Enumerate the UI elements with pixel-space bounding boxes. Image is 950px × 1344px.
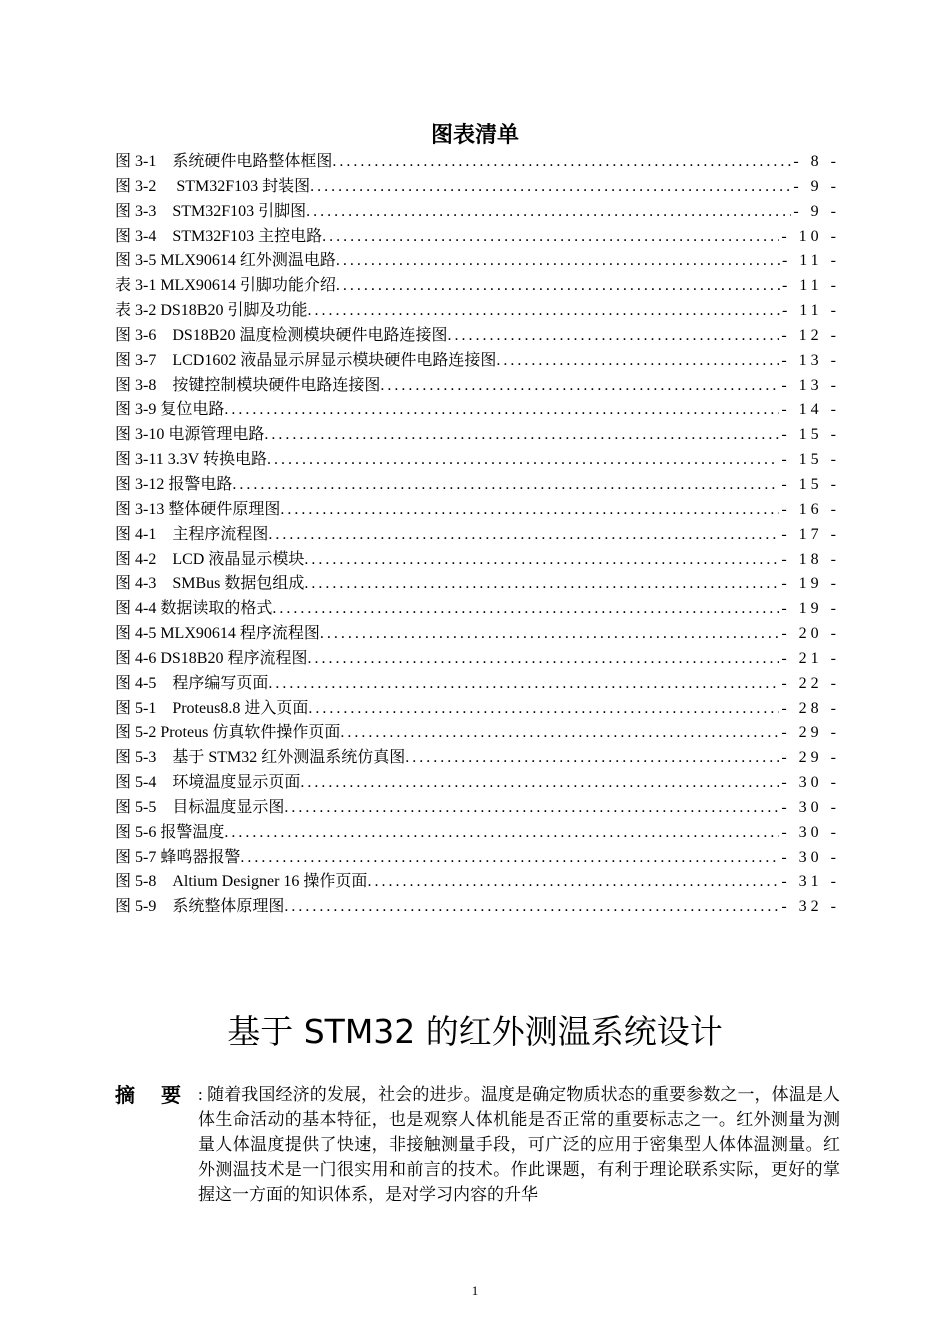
toc-entry[interactable]: [115, 299, 840, 324]
toc-entry-label: 图 4-5 程序编写页面: [115, 674, 269, 692]
toc-entry-label: 图 4-6 DS18B20 程序流程图: [115, 649, 308, 667]
toc-entry-label: 图 3-11 3.3V 转换电路: [115, 451, 268, 469]
toc-dot-leader: [320, 622, 779, 647]
toc-dot-leader: [268, 523, 779, 548]
toc-entry-label: 表 3-2 DS18B20 引脚及功能: [115, 302, 308, 320]
toc-entry-page: - 30 -: [781, 798, 840, 816]
toc-entry-label: 图 3-10 电源管理电路: [115, 426, 265, 444]
toc-entry-label: 图 5-2 Proteus 仿真软件操作页面: [115, 724, 341, 742]
toc-entry-label: 图 5-5 目标温度显示图: [115, 798, 285, 816]
toc-entry[interactable]: [115, 423, 840, 448]
toc-entry[interactable]: [115, 672, 840, 697]
toc-entry-page: - 20 -: [781, 625, 840, 643]
abstract-text: : 随着我国经济的发展，社会的进步。温度是确定物质状态的重要参数之一，体温是人体生命活动的基本特征，也是观察人体机能是否正常的重要标志之一。红外测量为测量人体温度提供了快速，非接触测量手段，可广泛的应用于密集型人体体温测量。红外测温技术是一门很实用和前言的技术。作此课题，有利于理论联系实际，更好的掌握这一方面的知识体系，是对学习内容的升华: [198, 1085, 840, 1204]
page-number: 1: [471, 1283, 479, 1298]
toc-entry[interactable]: [115, 846, 840, 871]
toc-entry-page: - 30 -: [781, 774, 840, 792]
toc-entry[interactable]: [115, 622, 840, 647]
toc-entry[interactable]: [115, 498, 840, 523]
toc-entry-page: - 18 -: [781, 550, 840, 568]
toc-entry-label: 图 3-6 DS18B20 温度检测模块硬件电路连接图: [115, 326, 448, 344]
toc-entry-page: - 13 -: [781, 351, 840, 369]
toc-entry-page: - 19 -: [781, 600, 840, 618]
toc-entry-page: - 8 -: [793, 153, 840, 170]
toc-entry[interactable]: [115, 597, 840, 622]
toc-entry-page: - 30 -: [781, 823, 840, 841]
toc-entry[interactable]: [115, 324, 840, 349]
toc-entry-label: 图 5-7 蜂鸣器报警: [115, 848, 241, 866]
toc-entry-label: 图 3-8 按键控制模块硬件电路连接图: [115, 376, 381, 394]
toc-dot-leader: [306, 200, 791, 225]
toc-dot-leader: [308, 697, 779, 722]
toc-entry-label: 图 5-3 基于 STM32 红外测温系统仿真图: [115, 749, 406, 767]
toc-entry[interactable]: [115, 572, 840, 597]
toc-dot-leader: [240, 846, 779, 871]
toc-entry-page: - 14 -: [781, 401, 840, 419]
toc-list: [115, 150, 840, 920]
toc-dot-leader: [340, 721, 779, 746]
toc-title: 图表清单: [430, 122, 519, 147]
toc-dot-leader: [496, 349, 779, 374]
toc-entry[interactable]: [115, 175, 840, 200]
toc-entry-page: - 15 -: [781, 475, 840, 493]
toc-entry-page: - 11 -: [781, 277, 840, 295]
toc-entry-label: 图 3-1 系统硬件电路整体框图: [115, 153, 333, 170]
toc-dot-leader: [380, 374, 779, 399]
toc-entry-page: - 11 -: [781, 252, 840, 270]
toc-entry[interactable]: [115, 448, 840, 473]
toc-entry-page: - 13 -: [781, 376, 840, 394]
toc-dot-leader: [336, 249, 780, 274]
toc-entry[interactable]: [115, 870, 840, 895]
toc-entry-label: 图 3-7 LCD1602 液晶显示屏显示模块硬件电路连接图: [115, 351, 497, 369]
toc-entry-label: 图 3-2 STM32F103 封装图: [115, 177, 311, 195]
document-title: 基于 STM32 的红外测温系统设计: [227, 1012, 723, 1051]
toc-dot-leader: [224, 398, 779, 423]
toc-entry-label: 表 3-1 MLX90614 引脚功能介绍: [115, 277, 336, 295]
toc-entry-page: - 11 -: [781, 302, 840, 320]
toc-entry-label: 图 3-4 STM32F103 主控电路: [115, 227, 323, 245]
toc-entry-page: - 17 -: [781, 525, 840, 543]
toc-dot-leader: [447, 324, 779, 349]
toc-entry[interactable]: [115, 374, 840, 399]
toc-dot-leader: [336, 274, 780, 299]
toc-entry-page: - 15 -: [781, 451, 840, 469]
toc-entry[interactable]: [115, 200, 840, 225]
toc-entry[interactable]: [115, 523, 840, 548]
toc-entry[interactable]: [115, 349, 840, 374]
toc-entry[interactable]: [115, 647, 840, 672]
toc-entry-page: - 30 -: [781, 848, 840, 866]
toc-entry-label: 图 4-5 MLX90614 程序流程图: [115, 625, 320, 643]
toc-dot-leader: [300, 771, 779, 796]
toc-entry-page: - 31 -: [781, 873, 840, 891]
toc-entry-page: - 12 -: [781, 326, 840, 344]
toc-entry-page: - 32 -: [781, 898, 840, 916]
toc-entry[interactable]: [115, 398, 840, 423]
toc-entry[interactable]: [115, 796, 840, 821]
toc-entry-page: - 29 -: [781, 749, 840, 767]
toc-dot-leader: [307, 647, 779, 672]
toc-entry-page: - 22 -: [781, 674, 840, 692]
toc-entry-label: 图 3-5 MLX90614 红外测温电路: [115, 252, 336, 270]
toc-dot-leader: [367, 870, 779, 895]
toc-dot-leader: [284, 796, 779, 821]
toc-dot-leader: [224, 821, 779, 846]
toc-dot-leader: [264, 423, 779, 448]
toc-dot-leader: [304, 572, 779, 597]
toc-entry-label: 图 5-4 环境温度显示页面: [115, 774, 301, 792]
toc-dot-leader: [267, 448, 779, 473]
toc-entry[interactable]: [115, 274, 840, 299]
toc-entry[interactable]: [115, 548, 840, 573]
toc-entry[interactable]: [115, 746, 840, 771]
toc-entry-page: - 15 -: [781, 426, 840, 444]
toc-entry-label: 图 3-9 复位电路: [115, 401, 225, 419]
toc-dot-leader: [304, 548, 779, 573]
toc-entry-page: - 16 -: [781, 500, 840, 518]
toc-entry[interactable]: [115, 225, 840, 250]
toc-entry-page: - 28 -: [781, 699, 840, 717]
toc-entry[interactable]: [115, 771, 840, 796]
toc-dot-leader: [332, 150, 791, 175]
toc-entry[interactable]: [115, 697, 840, 722]
toc-entry-label: 图 4-3 SMBus 数据包组成: [115, 575, 305, 593]
toc-entry-page: - 10 -: [781, 227, 840, 245]
toc-entry-label: 图 5-1 Proteus8.8 进入页面: [115, 699, 309, 717]
abstract-label: 摘要: [115, 1085, 207, 1107]
toc-entry-page: - 9 -: [793, 177, 840, 195]
toc-entry-label: 图 4-4 数据读取的格式: [115, 600, 273, 618]
toc-entry[interactable]: [115, 721, 840, 746]
toc-dot-leader: [272, 597, 779, 622]
toc-entry[interactable]: [115, 473, 840, 498]
toc-entry-label: 图 3-3 STM32F103 引脚图: [115, 202, 307, 220]
toc-entry-label: 图 3-12 报警电路: [115, 475, 233, 493]
toc-entry-label: 图 4-1 主程序流程图: [115, 525, 269, 543]
toc-entry[interactable]: [115, 821, 840, 846]
toc-dot-leader: [310, 175, 791, 200]
toc-dot-leader: [322, 225, 779, 250]
toc-entry-label: 图 5-8 Altium Designer 16 操作页面: [115, 873, 368, 891]
toc-entry-label: 图 5-6 报警温度: [115, 823, 225, 841]
toc-entry-label: 图 5-9 系统整体原理图: [115, 898, 285, 916]
toc-dot-leader: [280, 498, 779, 523]
abstract-section: [115, 1082, 840, 1207]
toc-dot-leader: [405, 746, 779, 771]
toc-dot-leader: [284, 895, 779, 920]
toc-entry-page: - 29 -: [781, 724, 840, 742]
toc-entry[interactable]: [115, 895, 840, 920]
toc-entry-page: - 19 -: [781, 575, 840, 593]
toc-entry[interactable]: [115, 249, 840, 274]
toc-dot-leader: [307, 299, 779, 324]
toc-entry-page: - 21 -: [781, 649, 840, 667]
toc-entry-label: 图 4-2 LCD 液晶显示模块: [115, 550, 305, 568]
toc-entry-label: 图 3-13 整体硬件原理图: [115, 500, 281, 518]
toc-dot-leader: [232, 473, 779, 498]
toc-dot-leader: [268, 672, 779, 697]
toc-entry-page: - 9 -: [793, 202, 840, 220]
toc-entry[interactable]: [115, 150, 840, 175]
